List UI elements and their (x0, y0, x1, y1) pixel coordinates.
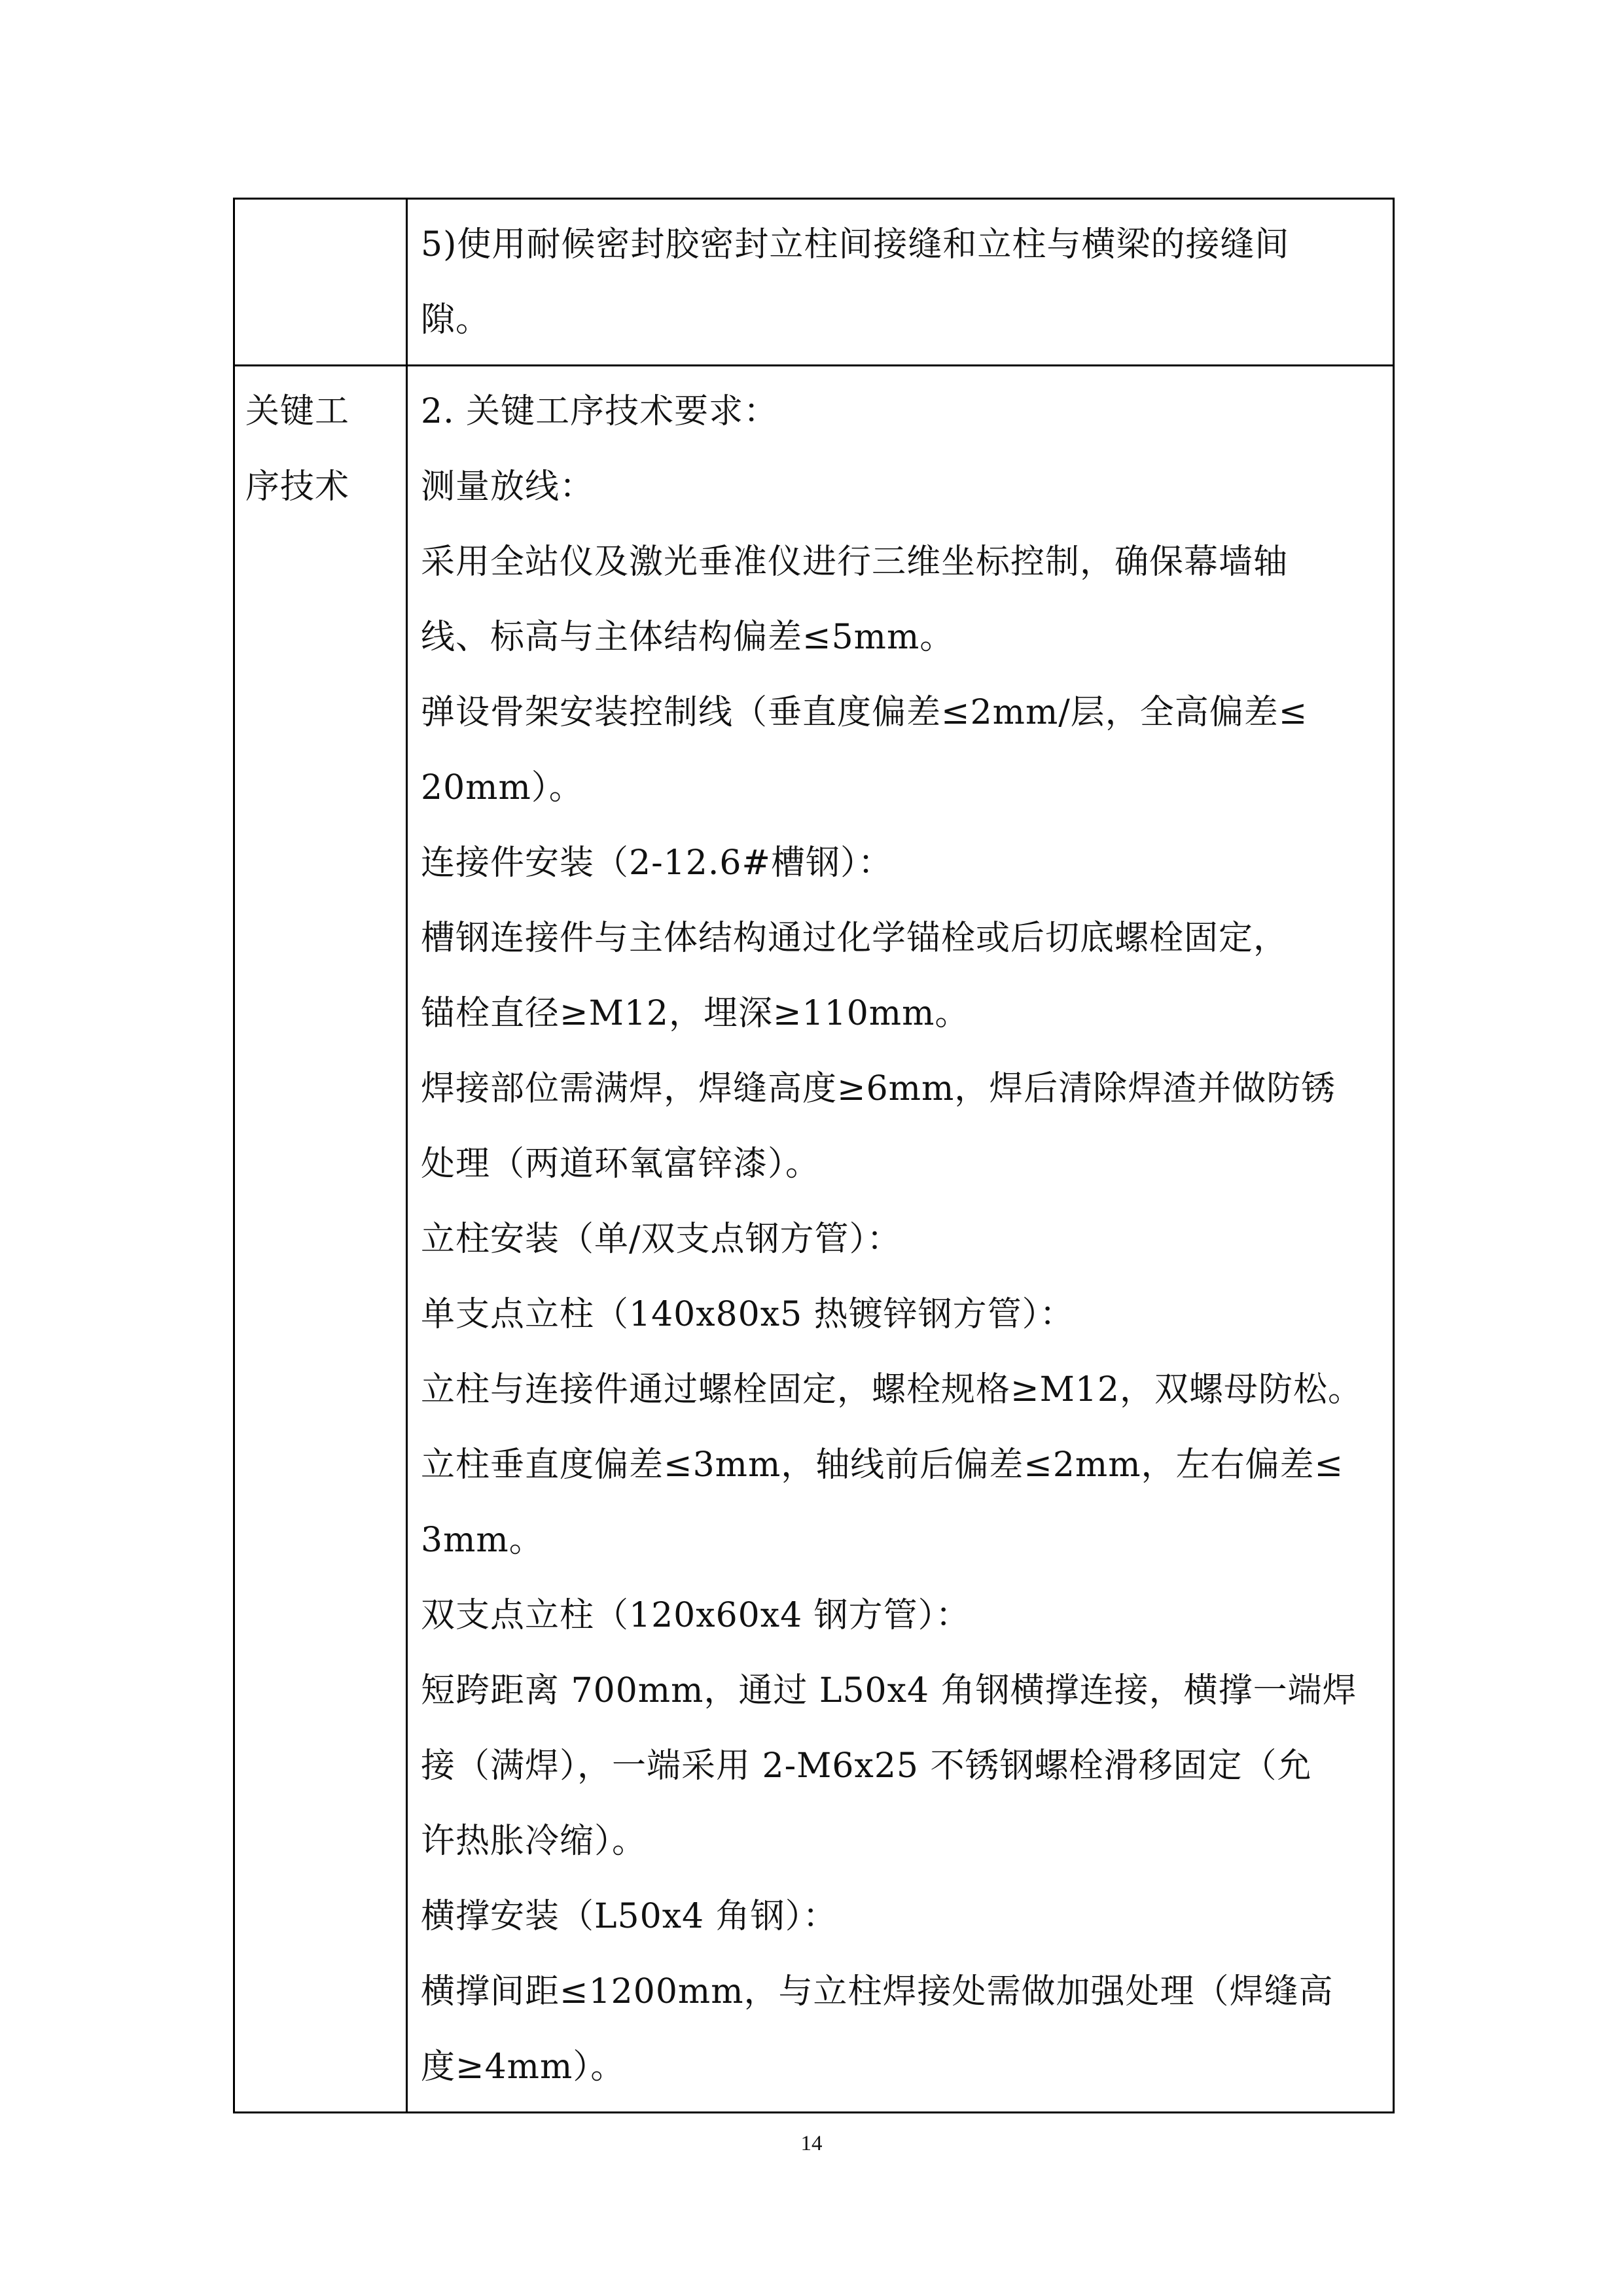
subheading-survey: 测量放线： (421, 467, 595, 506)
process-table (233, 198, 1395, 2113)
content-line: 接（满焊），一端采用 2-M6x25 不锈钢螺栓滑移固定（允 (421, 1746, 1312, 1786)
row-label-line: 关键工 (245, 392, 350, 431)
row-label-line: 序技术 (245, 467, 350, 506)
content-line: 3mm。 (421, 1521, 544, 1560)
key-process-row (234, 366, 1394, 2113)
content-line: 处理（两道环氧富锌漆）。 (421, 1144, 821, 1184)
content-line: 弹设骨架安装控制线（垂直度偏差≤2mm/层，全高偏差≤ (421, 693, 1308, 732)
subheading-brace: 横撑安装（L50x4 角钢）： (421, 1897, 838, 1936)
content-line: 短跨距离 700mm，通过 L50x4 角钢横撑连接，横撑一端焊 (421, 1671, 1357, 1710)
content-line: 立柱垂直度偏差≤3mm，轴线前后偏差≤2mm，左右偏差≤ (421, 1445, 1344, 1485)
content-line: 槽钢连接件与主体结构通过化学锚栓或后切底螺栓固定， (421, 919, 1289, 958)
content-line: 20mm）。 (421, 768, 584, 807)
content-line: 焊接部位需满焊，焊缝高度≥6mm，焊后清除焊渣并做防锈 (421, 1069, 1336, 1108)
content-line: 双支点立柱（120x60x4 钢方管）： (421, 1596, 971, 1635)
continued-row-label-cell (234, 199, 407, 366)
content-line: 横撑间距≤1200mm，与立柱焊接处需做加强处理（焊缝高 (421, 1972, 1334, 2011)
section-heading: 2. 关键工序技术要求： (421, 392, 779, 431)
content-line: 隙。 (421, 300, 491, 340)
subheading-connector: 连接件安装（2-12.6#槽钢）： (421, 843, 893, 883)
content-line: 立柱与连接件通过螺栓固定，螺栓规格≥M12，双螺母防松。 (421, 1370, 1363, 1409)
content-line: 锚栓直径≥M12，埋深≥110mm。 (421, 994, 970, 1033)
content-line: 度≥4mm）。 (421, 2047, 626, 2087)
content-line: 许热胀冷缩）。 (421, 1822, 647, 1861)
continued-row-content-cell (407, 199, 1394, 366)
content-line: 采用全站仪及激光垂准仪进行三维坐标控制，确保幕墙轴 (421, 542, 1289, 582)
content-line: 单支点立柱（140x80x5 热镀锌钢方管）： (421, 1295, 1075, 1334)
subheading-column: 立柱安装（单/双支点钢方管）： (421, 1220, 902, 1259)
continued-row (234, 199, 1394, 366)
content-line: 5)使用耐候密封胶密封立柱间接缝和立柱与横梁的接缝间 (421, 225, 1290, 264)
page-number: 14 (800, 2132, 823, 2155)
key-process-content-cell (407, 366, 1394, 2113)
key-process-label-cell (234, 366, 407, 2113)
content-line: 线、标高与主体结构偏差≤5mm。 (421, 618, 955, 657)
